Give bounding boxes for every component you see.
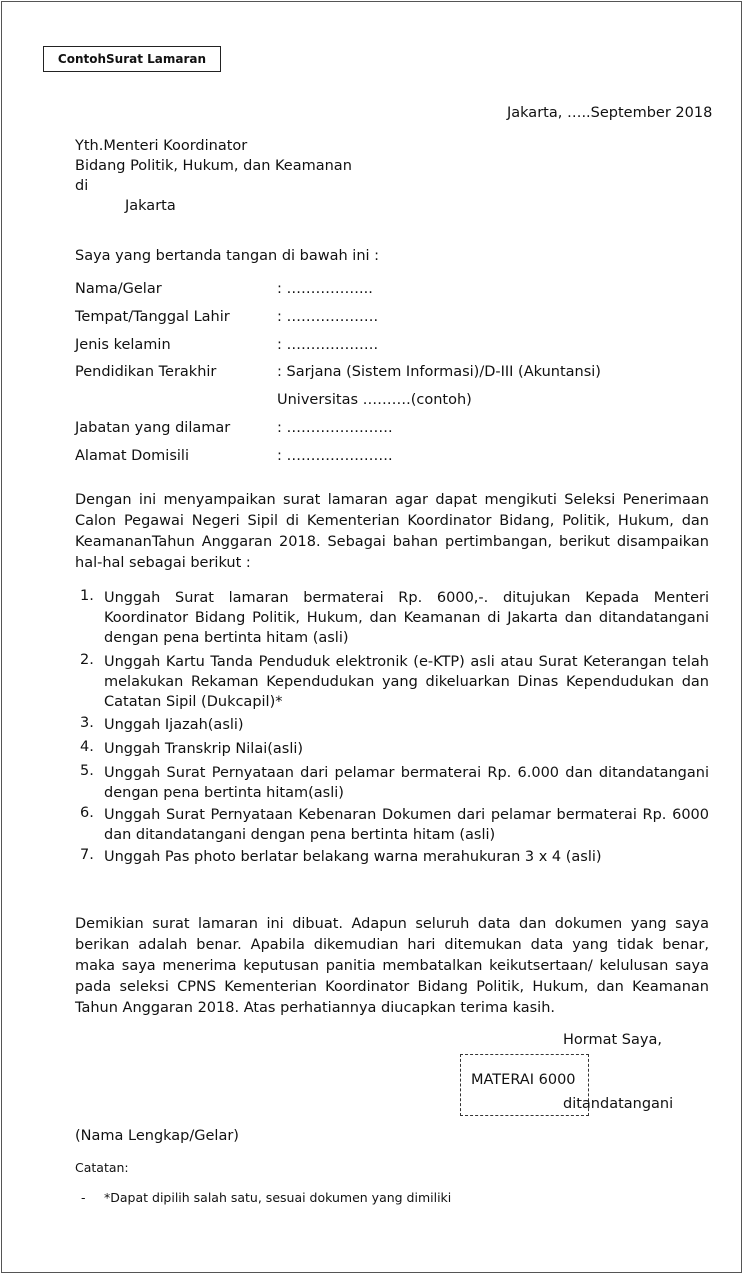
notes-bullet: - [81, 1190, 86, 1205]
list-text: Unggah Surat lamaran bermaterai Rp. 6000,-. ditujukan Kepada Menteri Koordinator Bidang Politik, Hukum, dan Keamanan di Jakarta dan ditandatangani dengan pena bertinta hitam (asli) [104, 590, 709, 646]
materai-label: MATERAI 6000 [471, 1072, 576, 1088]
field-value: : …………………. [277, 420, 393, 436]
field-label: Jenis kelamin [75, 337, 171, 353]
document-title: ContohSurat Lamaran [57, 52, 207, 66]
list-number: 2. [80, 652, 94, 668]
recipient-city: Jakarta [125, 198, 176, 214]
field-value: : Sarjana (Sistem Informasi)/D-III (Akuntansi) [277, 364, 601, 380]
signed-label: ditandatangani [563, 1096, 674, 1112]
list-number: 5. [80, 763, 94, 779]
paragraph-closing: Demikian surat lamaran ini dibuat. Adapun seluruh data dan dokumen yang saya berikan adalah benar. Apabila dikemudian hari ditemukan data yang tidak benar, maka saya menerima keputusan panitia membatalkan keikutsertaan/ kelulusan saya pada seleksi CPNS Kementerian Koordinator Bidang Politik, Hukum, dan Keamanan Tahun Anggaran 2018. Atas perhatiannya diucapkan terima kasih. [75, 916, 709, 1016]
list-text: Unggah Ijazah(asli) [104, 717, 244, 733]
list-text: Unggah Pas photo berlatar belakang warna merahukuran 3 x 4 (asli) [104, 849, 602, 865]
list-number: 3. [80, 715, 94, 731]
place-date: Jakarta, …..September 2018 [507, 105, 713, 121]
recipient-line-3: di [75, 178, 89, 194]
closing-greeting: Hormat Saya, [563, 1032, 662, 1048]
document-title-box [43, 46, 221, 72]
recipient-line-1: Yth.Menteri Koordinator [75, 138, 248, 154]
list-text: Unggah Surat Pernyataan dari pelamar bermaterai Rp. 6.000 dan ditandatangani dengan pena bertinta hitam(asli) [104, 765, 709, 801]
recipient-line-2: Bidang Politik, Hukum, dan Keamanan [75, 158, 352, 174]
intro-text: Saya yang bertanda tangan di bawah ini : [75, 248, 380, 264]
field-value: : ……………... [277, 281, 373, 297]
field-label: Nama/Gelar [75, 281, 162, 297]
notes-item: *Dapat dipilih salah satu, sesuai dokumen yang dimiliki [104, 1190, 452, 1205]
field-value: : ………………. [277, 309, 379, 325]
list-text: Unggah Surat Pernyataan Kebenaran Dokumen dari pelamar bermaterai Rp. 6000 dan ditandatangani dengan pena bertinta hitam (asli) [104, 807, 709, 843]
list-number: 6. [80, 805, 94, 821]
field-value-continued: Universitas ……….(contoh) [277, 392, 472, 408]
list-number: 4. [80, 739, 94, 755]
notes-heading: Catatan: [75, 1160, 129, 1175]
field-label: Pendidikan Terakhir [75, 364, 217, 380]
field-value: : ………………. [277, 337, 379, 353]
field-value: : …………………. [277, 448, 393, 464]
paragraph-opening: Dengan ini menyampaikan surat lamaran agar dapat mengikuti Seleksi Penerimaan Calon Pegawai Negeri Sipil di Kementerian Koordinator Bidang, Politik, Hukum, dan KeamananTahun Anggaran 2018. Sebagai bahan pertimbangan, berikut disampaikan hal-hal sebagai berikut : [75, 492, 709, 571]
field-label: Tempat/Tanggal Lahir [75, 309, 230, 325]
signer-name: (Nama Lengkap/Gelar) [75, 1128, 239, 1144]
list-text: Unggah Transkrip Nilai(asli) [104, 741, 304, 757]
list-text: Unggah Kartu Tanda Penduduk elektronik (e-KTP) asli atau Surat Keterangan telah melakukan Rekaman Kependudukan yang dikeluarkan Dinas Kependudukan dan Catatan Sipil (Dukcapil)* [104, 654, 709, 710]
list-number: 1. [80, 588, 94, 604]
field-label: Jabatan yang dilamar [75, 420, 231, 436]
list-number: 7. [80, 847, 94, 863]
field-label: Alamat Domisili [75, 448, 189, 464]
